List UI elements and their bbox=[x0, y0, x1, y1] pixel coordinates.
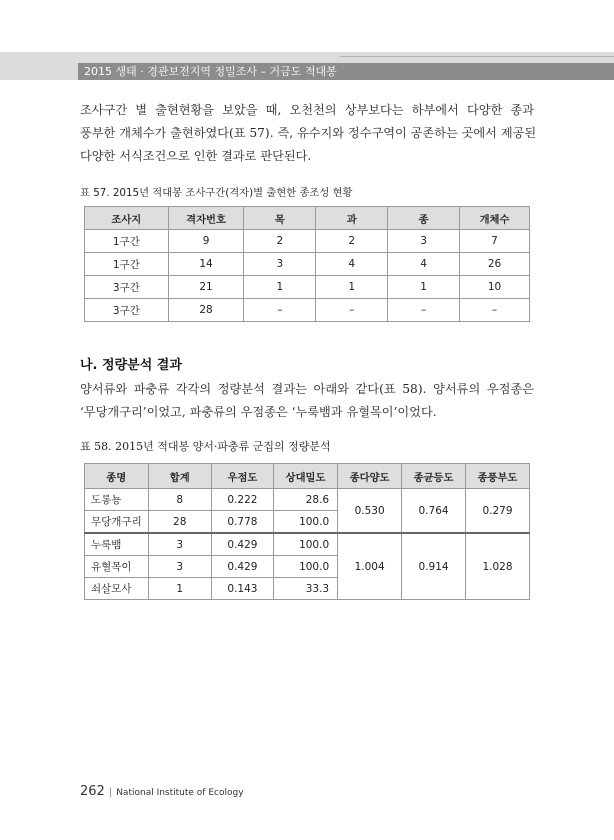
table-cell: 0.429 bbox=[211, 533, 273, 556]
section-heading: 나. 정량분석 결과 bbox=[80, 358, 182, 373]
table-cell-diversity: 1.004 bbox=[338, 533, 402, 600]
table-cell: 2 bbox=[316, 230, 388, 253]
table-cell: 100.0 bbox=[273, 533, 337, 556]
table-cell: 3 bbox=[244, 253, 316, 276]
table-57-header: 과 bbox=[316, 207, 388, 230]
table-cell: 3 bbox=[388, 230, 460, 253]
table-cell: 1 bbox=[244, 276, 316, 299]
table-58-header: 종다양도 bbox=[338, 464, 402, 489]
header-rule bbox=[340, 56, 614, 57]
table-cell: 1 bbox=[316, 276, 388, 299]
table-row bbox=[85, 276, 530, 299]
table-cell: 3구간 bbox=[85, 276, 169, 299]
table-cell: 8 bbox=[148, 489, 211, 511]
page-number: 262 bbox=[80, 784, 105, 799]
table-cell: – bbox=[244, 299, 316, 322]
table-cell: 9 bbox=[168, 230, 244, 253]
table-cell: 1구간 bbox=[85, 230, 169, 253]
table-cell: 100.0 bbox=[273, 511, 337, 534]
table-cell-richness: 0.279 bbox=[466, 489, 530, 534]
table-row bbox=[85, 230, 530, 253]
table-cell: 3구간 bbox=[85, 299, 169, 322]
table-57-header-row bbox=[85, 207, 530, 230]
table-row bbox=[85, 489, 530, 511]
header-bar bbox=[0, 52, 614, 80]
paragraph-1-line-2: 풍부한 개체수가 출현하였다(표 57). 즉, 유수지와 정수구역이 공존하는 곳에서 제공된 bbox=[80, 126, 537, 140]
table-cell: 28.6 bbox=[273, 489, 337, 511]
table-57-header: 목 bbox=[244, 207, 316, 230]
table-cell: 무당개구리 bbox=[85, 511, 149, 534]
paragraph-2 bbox=[80, 378, 534, 424]
table-cell: – bbox=[316, 299, 388, 322]
table-cell: 14 bbox=[168, 253, 244, 276]
table-cell: 0.222 bbox=[211, 489, 273, 511]
table-cell: 0.143 bbox=[211, 578, 273, 600]
table-cell: 28 bbox=[168, 299, 244, 322]
table-cell: 4 bbox=[316, 253, 388, 276]
table-58-header: 상대밀도 bbox=[273, 464, 337, 489]
table-cell: – bbox=[388, 299, 460, 322]
table-57-header: 격자번호 bbox=[168, 207, 244, 230]
table-cell: 누룩뱀 bbox=[85, 533, 149, 556]
table-cell: 28 bbox=[148, 511, 211, 534]
table-cell: 33.3 bbox=[273, 578, 337, 600]
paragraph-2-line-2: ‘무당개구리’이었고, 파충류의 우점종은 ‘누룩뱀과 유혈목이’이었다. bbox=[80, 405, 437, 419]
table-58-header-row bbox=[85, 464, 530, 489]
footer-org: National Institute of Ecology bbox=[116, 788, 244, 798]
table-cell: 4 bbox=[388, 253, 460, 276]
table-57-header: 개체수 bbox=[460, 207, 530, 230]
table-cell: 10 bbox=[460, 276, 530, 299]
paragraph-2-line-1: 양서류와 파충류 각각의 정량분석 결과는 아래와 같다(표 58). 양서류의 우점종은 bbox=[80, 382, 534, 396]
table-57-header: 조사지 bbox=[85, 207, 169, 230]
table-row bbox=[85, 533, 530, 556]
table-cell: 1 bbox=[388, 276, 460, 299]
table-cell: 3 bbox=[148, 556, 211, 578]
table-cell: 유혈목이 bbox=[85, 556, 149, 578]
table-58-header: 종풍부도 bbox=[466, 464, 530, 489]
table-58-header: 종균등도 bbox=[402, 464, 466, 489]
header-title: 2015 생태 · 경관보전지역 정밀조사 – 거금도 적대봉 bbox=[84, 63, 343, 80]
footer-separator: | bbox=[108, 787, 113, 798]
table-58-header: 우점도 bbox=[211, 464, 273, 489]
table-58-caption: 표 58. 2015년 적대봉 양서·파충류 군집의 정량분석 bbox=[80, 440, 331, 453]
table-58-header: 종명 bbox=[85, 464, 149, 489]
table-58-header: 합계 bbox=[148, 464, 211, 489]
table-cell: 7 bbox=[460, 230, 530, 253]
table-cell: 0.778 bbox=[211, 511, 273, 534]
table-cell: 21 bbox=[168, 276, 244, 299]
table-cell: 3 bbox=[148, 533, 211, 556]
table-cell: 2 bbox=[244, 230, 316, 253]
table-row bbox=[85, 253, 530, 276]
table-57 bbox=[84, 206, 530, 322]
table-cell: 1구간 bbox=[85, 253, 169, 276]
table-row bbox=[85, 299, 530, 322]
table-57-caption: 표 57. 2015년 적대봉 조사구간(격자)별 출현한 종조성 현황 bbox=[80, 187, 353, 199]
table-cell-evenness: 0.914 bbox=[402, 533, 466, 600]
table-57-header: 종 bbox=[388, 207, 460, 230]
table-cell-diversity: 0.530 bbox=[338, 489, 402, 534]
table-cell: 쇠살모사 bbox=[85, 578, 149, 600]
table-cell: 0.429 bbox=[211, 556, 273, 578]
table-cell-evenness: 0.764 bbox=[402, 489, 466, 534]
paragraph-1-line-3: 다양한 서식조건으로 인한 결과로 판단된다. bbox=[80, 149, 312, 163]
paragraph-1 bbox=[80, 99, 537, 168]
table-cell: 100.0 bbox=[273, 556, 337, 578]
table-cell: – bbox=[460, 299, 530, 322]
page-footer bbox=[80, 780, 244, 799]
table-cell: 1 bbox=[148, 578, 211, 600]
table-cell: 도롱뇽 bbox=[85, 489, 149, 511]
table-58 bbox=[84, 463, 530, 600]
table-cell-richness: 1.028 bbox=[466, 533, 530, 600]
paragraph-1-line-1: 조사구간 별 출현현황을 보았을 때, 오천천의 상부보다는 하부에서 다양한 종과 bbox=[80, 103, 534, 117]
table-cell: 26 bbox=[460, 253, 530, 276]
